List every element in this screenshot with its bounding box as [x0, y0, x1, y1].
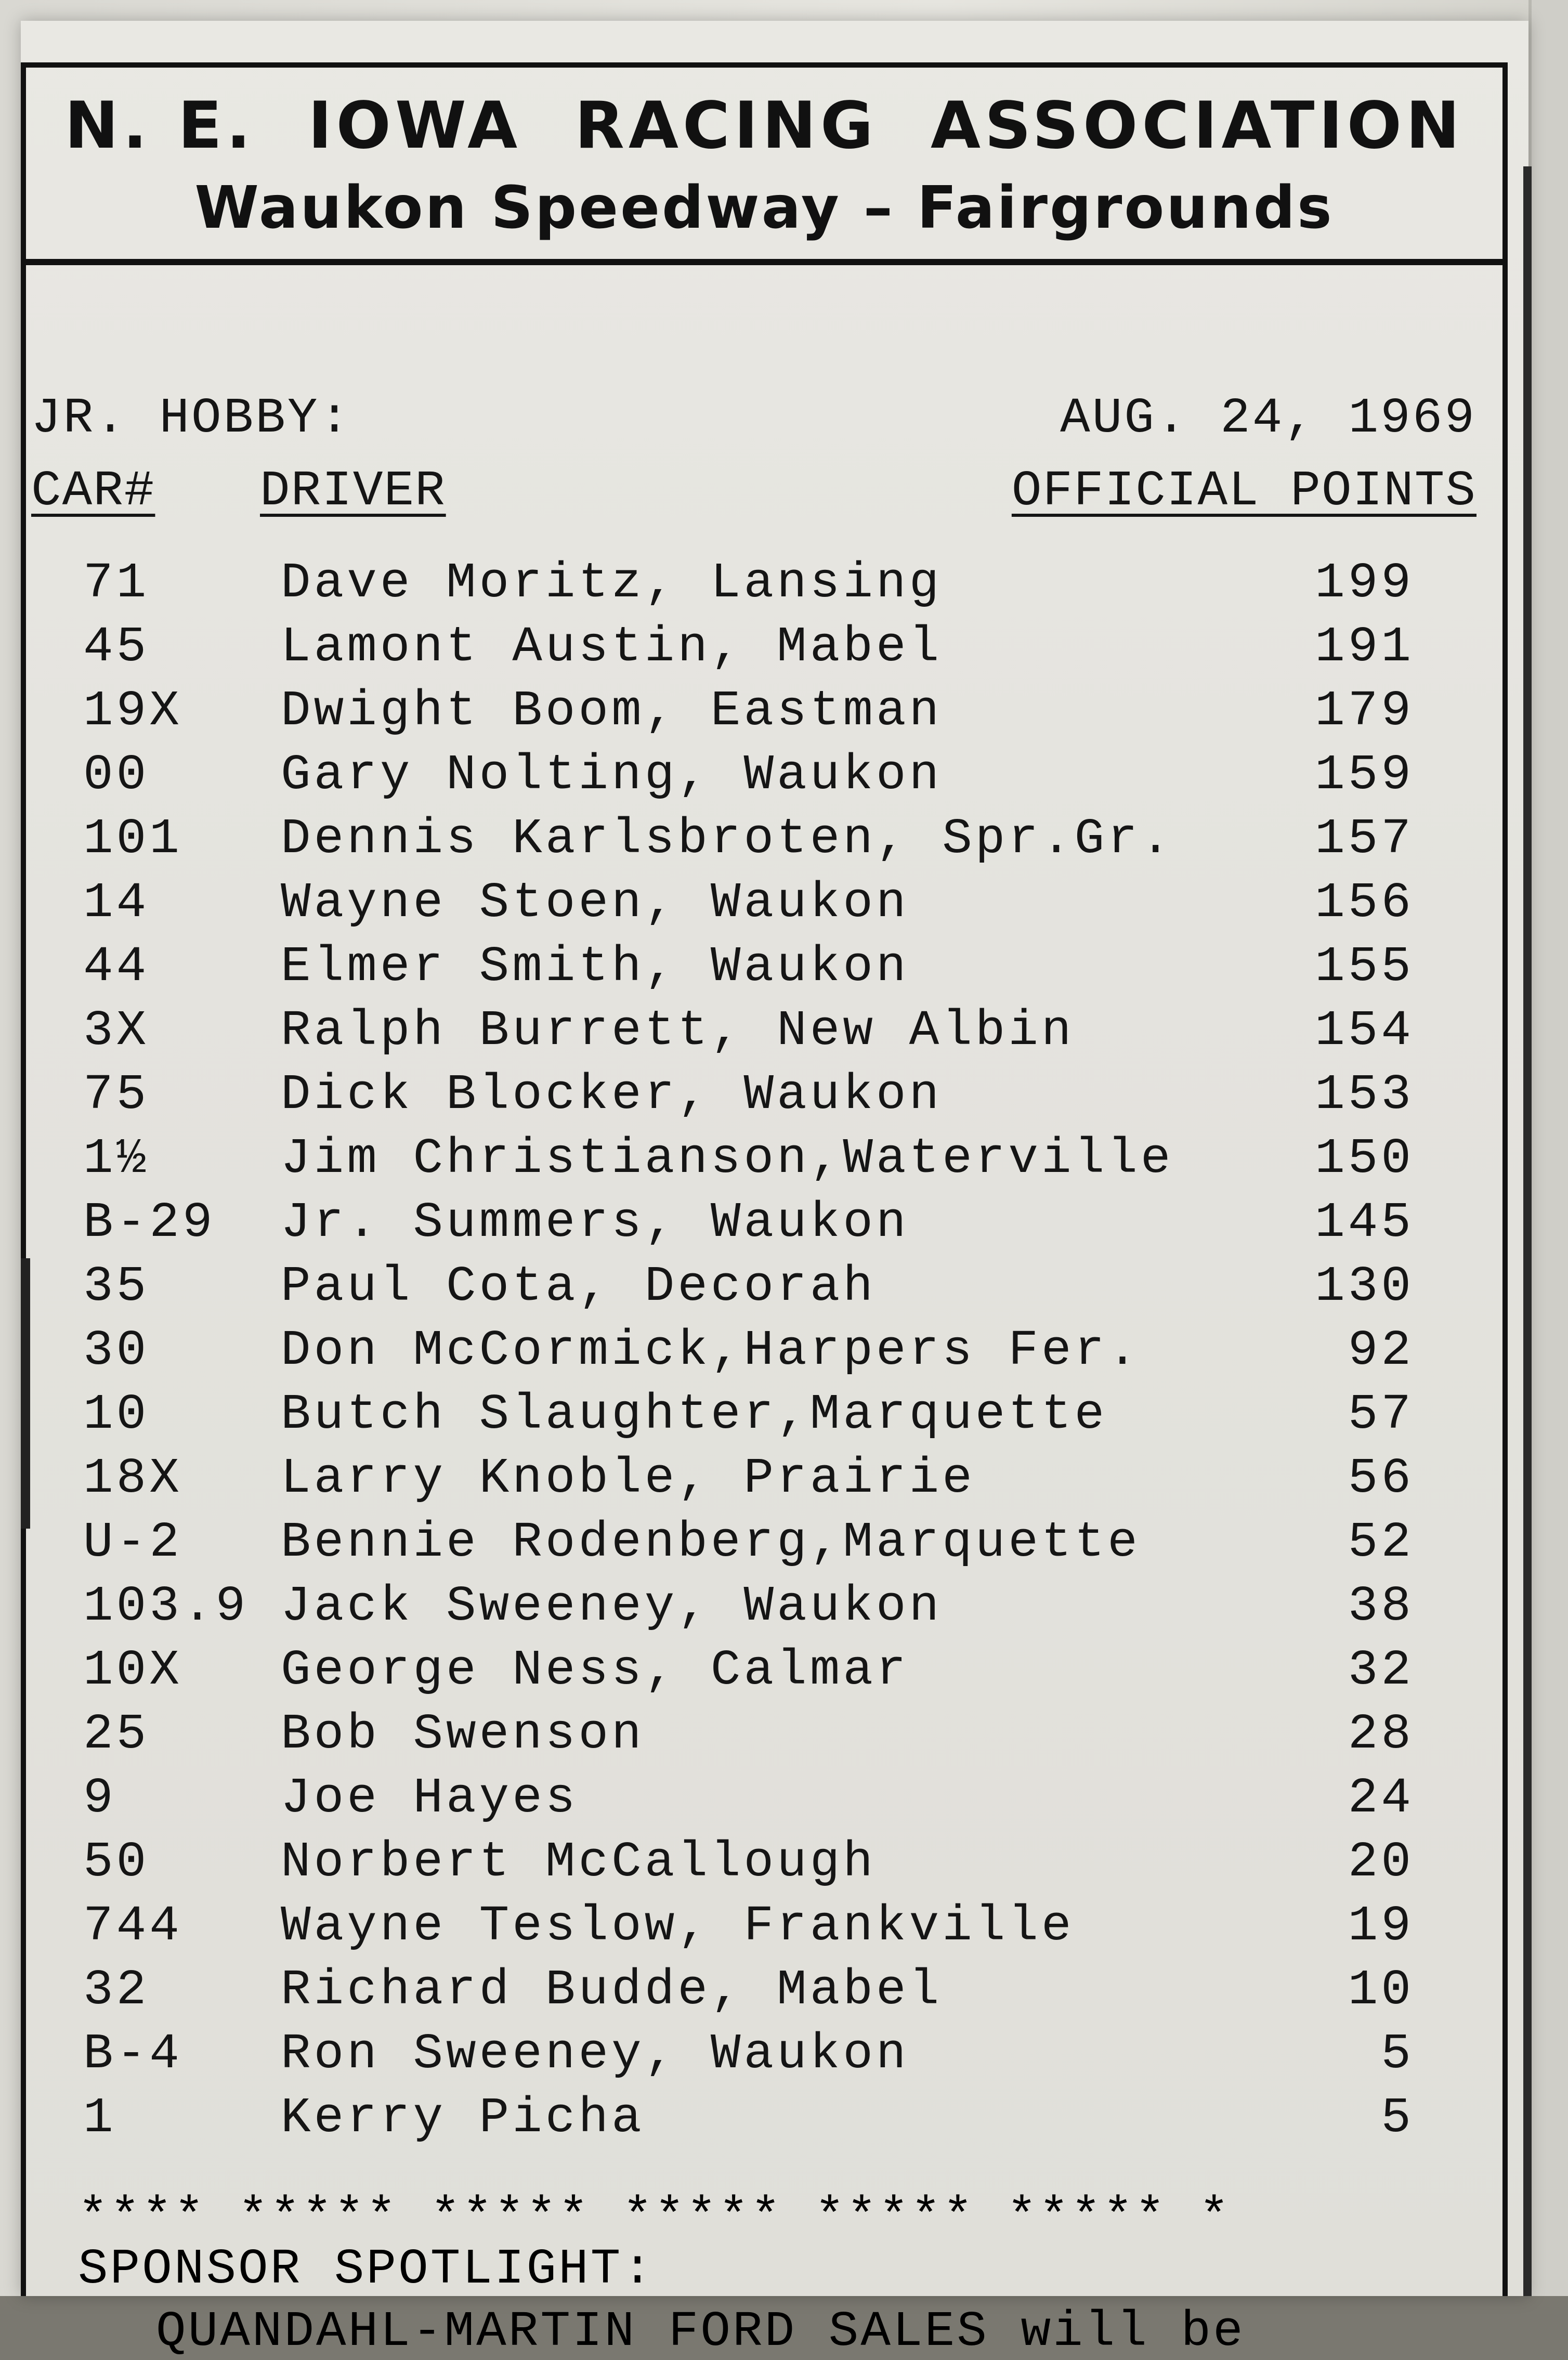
car-number: 744	[83, 1898, 182, 1954]
standings-row	[31, 1255, 1476, 1319]
driver-name: Butch Slaughter,Marquette	[281, 1386, 1108, 1443]
car-number: 14	[83, 875, 150, 931]
car-number: 9	[83, 1770, 116, 1827]
car-number: 10X	[83, 1642, 182, 1699]
standings-row	[31, 2086, 1476, 2150]
car-number: U-2	[83, 1514, 182, 1571]
sponsor-text: QUANDAHL-MARTIN FORD SALES will be	[156, 2303, 1245, 2360]
car-number: 25	[83, 1706, 150, 1763]
driver-name: Ralph Burrett, New Albin	[281, 1002, 1075, 1059]
points-value: 155	[1315, 938, 1414, 995]
standings-row	[31, 1702, 1476, 1766]
driver-name: Dennis Karlsbroten, Spr.Gr.	[281, 811, 1174, 867]
driver-name: Wayne Teslow, Frankville	[281, 1898, 1075, 1954]
car-number: 103.9	[83, 1578, 249, 1635]
standings-row	[31, 1319, 1476, 1383]
column-headers	[31, 463, 1476, 525]
standings-row	[31, 999, 1476, 1063]
car-number: 18X	[83, 1450, 182, 1507]
standings-row	[31, 1446, 1476, 1510]
column-header-driver: DRIVER	[260, 463, 446, 519]
points-value: 56	[1348, 1450, 1414, 1507]
driver-name: Elmer Smith, Waukon	[281, 938, 909, 995]
driver-name: Richard Budde, Mabel	[281, 1962, 943, 2018]
points-value: 28	[1348, 1706, 1414, 1763]
standings-row	[31, 935, 1476, 999]
background-paper-edge	[1528, 0, 1568, 2296]
car-number: 3X	[83, 1002, 150, 1059]
points-value: 92	[1348, 1322, 1414, 1379]
points-value: 159	[1315, 747, 1414, 803]
driver-name: Jr. Summers, Waukon	[281, 1194, 909, 1251]
driver-name: George Ness, Calmar	[281, 1642, 909, 1699]
driver-name: Norbert McCallough	[281, 1834, 876, 1890]
standings-row	[31, 679, 1476, 743]
car-number: 32	[83, 1962, 150, 2018]
car-number: 71	[83, 555, 150, 611]
standings-row	[31, 743, 1476, 807]
standings-row	[31, 871, 1476, 935]
points-value: 24	[1348, 1770, 1414, 1827]
driver-name: Larry Knoble, Prairie	[281, 1450, 975, 1507]
driver-name: Jack Sweeney, Waukon	[281, 1578, 943, 1635]
points-value: 5	[1381, 2026, 1414, 2082]
standings-row	[31, 1574, 1476, 1638]
driver-name: Bob Swenson	[281, 1706, 645, 1763]
points-value: 32	[1348, 1642, 1414, 1699]
standings-row	[31, 1383, 1476, 1446]
points-value: 179	[1315, 683, 1414, 739]
standings-row	[31, 1063, 1476, 1127]
section-separator: **** ***** ***** ***** ***** ***** *	[78, 2189, 1231, 2246]
driver-name: Dave Moritz, Lansing	[281, 555, 943, 611]
points-value: 5	[1381, 2090, 1414, 2146]
driver-name: Joe Hayes	[281, 1770, 579, 1827]
driver-name: Kerry Picha	[281, 2090, 645, 2146]
report-date: AUG. 24, 1969	[1060, 390, 1476, 447]
standings-row	[31, 1510, 1476, 1574]
car-number: B-4	[83, 2026, 182, 2082]
standings-row	[31, 1766, 1476, 1830]
column-header-car: CAR#	[31, 463, 155, 519]
driver-name: Ron Sweeney, Waukon	[281, 2026, 909, 2082]
points-value: 130	[1315, 1258, 1414, 1315]
driver-name: Jim Christianson,Waterville	[281, 1130, 1174, 1187]
car-number: 10	[83, 1386, 150, 1443]
points-value: 156	[1315, 875, 1414, 931]
left-edge-mark	[21, 1258, 30, 1529]
points-value: 145	[1315, 1194, 1414, 1251]
standings-row	[31, 1127, 1476, 1191]
clipping-border	[21, 62, 1508, 2360]
driver-name: Paul Cota, Decorah	[281, 1258, 876, 1315]
points-value: 57	[1348, 1386, 1414, 1443]
car-number: 50	[83, 1834, 150, 1890]
standings-list	[31, 551, 1476, 2150]
car-number: 00	[83, 747, 150, 803]
driver-name: Dick Blocker, Waukon	[281, 1066, 943, 1123]
standings-row	[31, 807, 1476, 871]
standings-row	[31, 1958, 1476, 2022]
points-value: 150	[1315, 1130, 1414, 1187]
masthead	[26, 68, 1502, 265]
points-value: 153	[1315, 1066, 1414, 1123]
standings-row	[31, 1191, 1476, 1255]
car-number: 1	[83, 2090, 116, 2146]
driver-name: Wayne Stoen, Waukon	[281, 875, 909, 931]
car-number: 1½	[83, 1130, 150, 1187]
standings-row	[31, 1830, 1476, 1894]
points-value: 38	[1348, 1578, 1414, 1635]
racing-class: JR. HOBBY:	[31, 390, 352, 447]
driver-name: Bennie Rodenberg,Marquette	[281, 1514, 1141, 1571]
points-value: 199	[1315, 555, 1414, 611]
car-number: 44	[83, 938, 150, 995]
car-number: 75	[83, 1066, 150, 1123]
driver-name: Don McCormick,Harpers Fer.	[281, 1322, 1141, 1379]
points-value: 157	[1315, 811, 1414, 867]
car-number: B-29	[83, 1194, 216, 1251]
standings-row	[31, 615, 1476, 679]
car-number: 19X	[83, 683, 182, 739]
newspaper-clipping	[21, 21, 1528, 2360]
driver-name: Gary Nolting, Waukon	[281, 747, 943, 803]
driver-name: Dwight Boom, Eastman	[281, 683, 943, 739]
car-number: 45	[83, 619, 150, 675]
standings-row	[31, 1638, 1476, 1702]
driver-name: Lamont Austin, Mabel	[281, 619, 943, 675]
standings-row	[31, 551, 1476, 615]
points-value: 191	[1315, 619, 1414, 675]
points-value: 154	[1315, 1002, 1414, 1059]
car-number: 35	[83, 1258, 150, 1315]
car-number: 101	[83, 811, 182, 867]
points-value: 52	[1348, 1514, 1414, 1571]
sponsor-heading: SPONSOR SPOTLIGHT:	[78, 2241, 655, 2298]
points-value: 20	[1348, 1834, 1414, 1890]
right-edge-shadow	[1523, 166, 1532, 2296]
points-value: 10	[1348, 1962, 1414, 2018]
standings-row	[31, 1894, 1476, 1958]
points-value: 19	[1348, 1898, 1414, 1954]
column-header-points: OFFICIAL POINTS	[1011, 463, 1476, 519]
association-name: N. E. IOWA RACING ASSOCIATION	[64, 88, 1464, 163]
report-heading	[31, 390, 1476, 452]
venue-name: Waukon Speedway – Fairgrounds	[194, 174, 1334, 242]
standings-row	[31, 2022, 1476, 2086]
car-number: 30	[83, 1322, 150, 1379]
